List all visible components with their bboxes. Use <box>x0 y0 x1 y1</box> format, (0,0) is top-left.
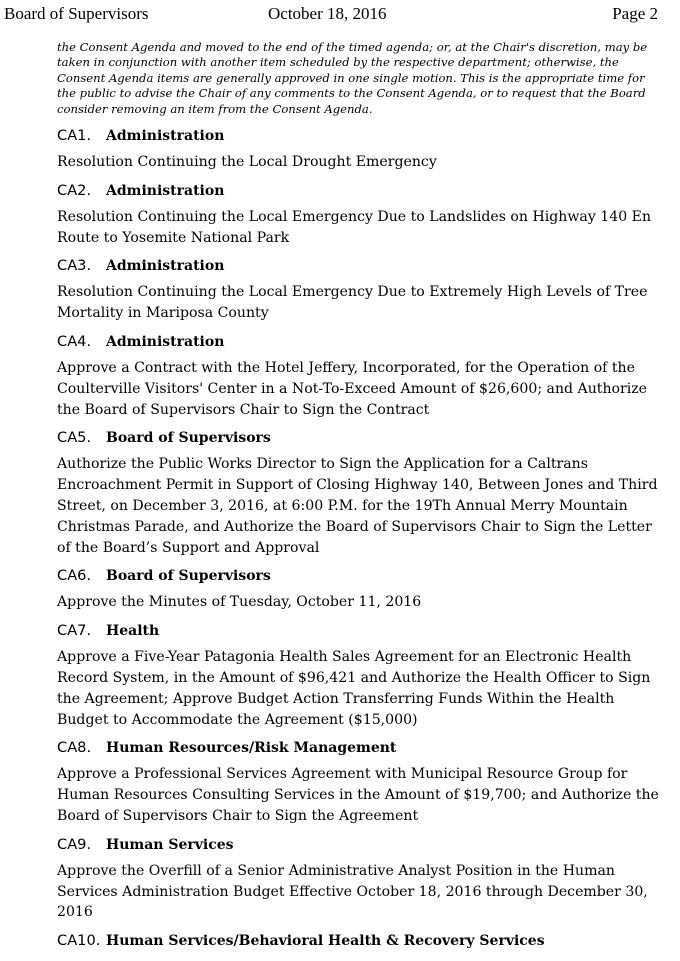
header-organization: Board of Supervisors <box>4 4 149 23</box>
agenda-item-department: Administration <box>106 333 225 350</box>
agenda-item-heading <box>57 332 667 354</box>
agenda-item-heading <box>57 835 667 857</box>
agenda-item-description: Approve the Minutes of Tuesday, October 11, 2016 <box>57 594 422 611</box>
agenda-item-department: Administration <box>106 128 225 144</box>
header-date: October 18, 2016 <box>268 4 387 23</box>
agenda-item-description: Resolution Continuing the Local Emergency Due to Landslides on Highway 140 En Route to Yosemite National Park <box>57 208 652 246</box>
agenda-item-description: Approve the Overfill of a Senior Administrative Analyst Position in the Human Services Administration Budget Effective October 18, 2016 through December 30, 2016 <box>57 862 648 921</box>
agenda-item-department: Health <box>106 623 160 640</box>
consent-agenda-intro: the Consent Agenda and moved to the end of the timed agenda; or, at the Chair's discretion, may be taken in conjunction with another item scheduled by the respective department; otherwise, the Consent Agenda items are generally approved in one single motion. This is the appropriate time for the public to advise the Chair of any comments to the Consent Agenda, or to request that the Board consider removing an item from the Consent Agenda. <box>57 40 648 116</box>
agenda-item <box>57 332 667 420</box>
agenda-item-department: Administration <box>106 182 225 199</box>
agenda-item-heading <box>57 428 667 450</box>
agenda-item-heading <box>57 256 667 278</box>
header-page-number: Page 2 <box>612 4 658 23</box>
agenda-item-number: CA10. <box>57 932 101 950</box>
page-header <box>0 4 680 26</box>
agenda-item-description: Approve a Professional Services Agreement with Municipal Resource Group for Human Resources Consulting Services in the Amount of $19,700; and Authorize the Board of Supervisors Chair to Sign the Agreement <box>57 766 659 824</box>
agenda-item-heading <box>57 621 667 643</box>
agenda-item-department: Human Services/Behavioral Health & Recovery Services <box>106 933 545 950</box>
agenda-item-number: CA5. <box>57 429 92 447</box>
agenda-item-heading <box>57 181 667 203</box>
agenda-item-number: CA8. <box>57 739 92 757</box>
agenda-item <box>57 566 667 613</box>
agenda-item-number: CA6. <box>57 567 92 585</box>
agenda-item-number: CA3. <box>57 257 92 275</box>
agenda-item-description: Resolution Continuing the Local Drought Emergency <box>57 154 437 170</box>
agenda-item-description: Resolution Continuing the Local Emergency Due to Extremely High Levels of Tree Mortality in Mariposa County <box>57 284 648 322</box>
agenda-item-department: Board of Supervisors <box>106 568 271 585</box>
agenda-item <box>57 256 667 324</box>
agenda-item <box>57 126 667 173</box>
agenda-item <box>57 428 667 558</box>
agenda-item-heading <box>57 126 667 148</box>
agenda-item-department: Human Resources/Risk Management <box>106 740 397 757</box>
agenda-item <box>57 931 667 953</box>
agenda-item-description: Approve a Five-Year Patagonia Health Sales Agreement for an Electronic Health Record System, in the Amount of $96,421 and Authorize the Health Officer to Sign the Agreement; Approve Budget Action Transferring Funds Within the Health Budget to Accommodate the Agreement ($15,000) <box>57 649 651 728</box>
agenda-item <box>57 835 667 923</box>
agenda-item-number: CA7. <box>57 622 92 640</box>
consent-agenda-items <box>57 126 667 961</box>
agenda-item-number: CA2. <box>57 181 92 199</box>
agenda-item-heading <box>57 566 667 588</box>
agenda-item <box>57 738 667 826</box>
agenda-item-description: Approve a Contract with the Hotel Jeffery, Incorporated, for the Operation of the Coulterville Visitors' Center in a Not-To-Exceed Amount of $26,600; and Authorize the Board of Supervisors Chair to Sign the Contract <box>57 359 648 418</box>
agenda-item-heading <box>57 738 667 760</box>
agenda-item-department: Administration <box>106 258 225 275</box>
agenda-item-number: CA1. <box>57 127 92 144</box>
agenda-item-description: Authorize the Public Works Director to Sign the Application for a Caltrans Encroachment Permit in Support of Closing Highway 140, Between Jones and Third Street, on December 3, 2016, at 6:00 P.M. for the 19Th Annual Merry Mountain Christmas Parade, and Authorize the Board of Supervisors Chair to Sign the Letter of the Board’s Support and Approval <box>57 456 658 556</box>
agenda-item-department: Board of Supervisors <box>106 430 271 447</box>
agenda-item-number: CA4. <box>57 332 92 350</box>
agenda-item <box>57 621 667 730</box>
agenda-item <box>57 181 667 249</box>
agenda-item-heading <box>57 931 667 953</box>
agenda-item-department: Human Services <box>106 836 234 853</box>
agenda-item-number: CA9. <box>57 835 92 853</box>
